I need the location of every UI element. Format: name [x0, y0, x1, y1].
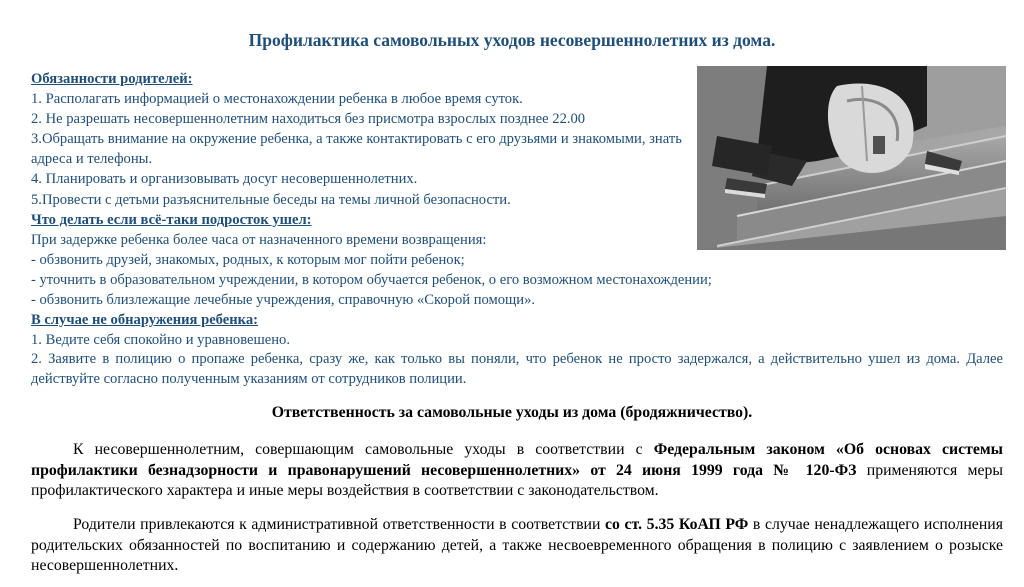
liability-paragraph-text: Родители привлекаются к административной ответственности в соответствии: [73, 516, 606, 533]
duty-item: 3.Обращать внимание на окружение ребенка, а также контактировать с его друзьями и знакомыми, знать адреса и телефоны.: [31, 131, 682, 168]
left-home-item: - уточнить в образовательном учреждении, в котором обучается ребенок, о его возможном местонахождении;: [31, 271, 712, 288]
liability-paragraph-text: в случае ненадлежащего исполнения родительских обязанностей по воспитанию и содержанию детей, а также несвоевременного обращения в полицию с заявлением о розыске несовершеннолетних.: [31, 516, 1003, 574]
koap-article-reference: со ст. 5.35 КоАП РФ: [605, 516, 749, 533]
duty-item: 5.Провести с детьми разъяснительные беседы на темы личной безопасности.: [31, 191, 511, 208]
teenager-on-stairs-photo: [697, 66, 1006, 250]
responsibility-title: Ответственность за самовольные уходы из дома (бродяжничество).: [271, 404, 753, 421]
law-paragraph: [31, 440, 1003, 502]
left-home-item: - обзвонить близлежащие лечебные учреждения, справочную «Скорой помощи».: [31, 292, 536, 309]
duties-heading: Обязанности родителей:: [31, 71, 193, 87]
duty-item: 2. Не разрешать несовершеннолетним находиться без присмотра взрослых позднее 22.00: [31, 111, 586, 128]
not-found-heading: В случае не обнаружения ребенка:: [31, 312, 259, 329]
left-home-item: - обзвонить друзей, знакомых, родных, к которым мог пойти ребенок;: [31, 251, 465, 268]
duty-item: 1. Располагать информацией о местонахождении ребенка в любое время суток.: [31, 91, 523, 108]
parent-duties-section: [31, 69, 712, 350]
not-found-item: 1. Ведите себя спокойно и уравновешено.: [31, 332, 290, 349]
left-home-item: При задержке ребенка более часа от назначенного времени возвращения:: [31, 231, 487, 248]
not-found-item-police: 2. Заявите в полицию о пропаже ребенка, сразу же, как только вы поняли, что ребенок не просто задержался, а действительно ушел из дома. Далее действуйте согласно полученным указаниям от сотрудников полиции.: [31, 351, 1003, 388]
duty-item: 4. Планировать и организовывать досуг несовершеннолетних.: [31, 171, 418, 188]
left-home-heading: Что делать если всё-таки подросток ушел:: [31, 211, 312, 228]
law-paragraph-text: применяются меры профилактического характера и иные меры воздействия в соответствии с законодательством.: [31, 461, 1004, 499]
parents-liability-paragraph: [31, 515, 1003, 577]
federal-law-reference: Федеральным законом «Об основах системы профилактики безнадзорности и правонарушений несовершеннолетних» от 24 июня 1999 года № 120-ФЗ: [31, 441, 1003, 479]
law-paragraph-text: К несовершеннолетним, совершающим самовольные уходы в соответствии с: [73, 441, 654, 458]
page-title: Профилактика самовольных уходов несовершеннолетних из дома.: [248, 30, 776, 50]
